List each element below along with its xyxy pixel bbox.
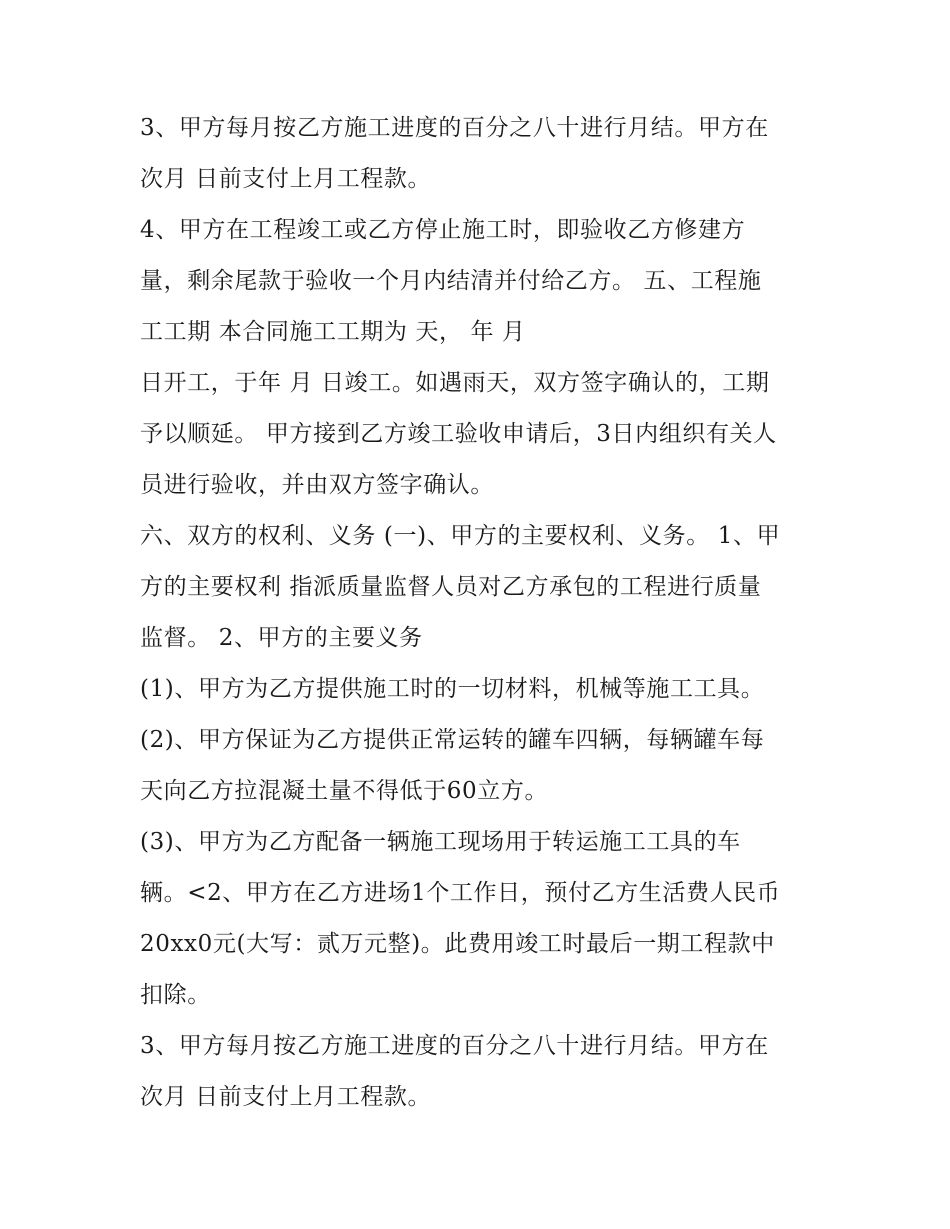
text-line: 扣除。: [140, 982, 211, 1008]
text-line: 辆。<2、甲方在乙方进场1个工作日，预付乙方生活费人民币: [140, 880, 781, 906]
text-line: 工工期 本合同施工工期为 天， 年 月: [140, 319, 526, 345]
text-line: 六、双方的权利、义务 (一)、甲方的主要权利、义务。 1、甲: [140, 523, 781, 549]
text-line: 4、甲方在工程竣工或乙方停止施工时，即验收乙方修建方: [140, 217, 746, 243]
text-line: 量，剩余尾款于验收一个月内结清并付给乙方。 五、工程施: [140, 268, 762, 294]
text-line: 次月 日前支付上月工程款。: [140, 166, 432, 192]
text-line: (2)、甲方保证为乙方提供正常运转的罐车四辆，每辆罐车每: [140, 727, 765, 753]
text-line: (3)、甲方为乙方配备一辆施工现场用于转运施工工具的车: [140, 829, 741, 855]
text-line: (1)、甲方为乙方提供施工时的一切材料，机械等施工工具。: [140, 676, 765, 702]
text-line: 方的主要权利 指派质量监督人员对乙方承包的工程进行质量: [140, 574, 762, 600]
text-line: 予以顺延。 甲方接到乙方竣工验收申请后，3日内组织有关人: [140, 421, 777, 447]
text-line: 次月 日前支付上月工程款。: [140, 1084, 432, 1110]
text-line: 日开工，于年 月 日竣工。如遇雨天，双方签字确认的，工期: [140, 370, 770, 396]
document-body: [140, 103, 820, 1123]
text-line: 监督。 2、甲方的主要义务: [140, 625, 423, 651]
text-line: 天向乙方拉混凝土量不得低于60立方。: [140, 778, 549, 804]
text-line: 20xx0元(大写：贰万元整)。此费用竣工时最后一期工程款中: [140, 931, 775, 957]
text-line: 3、甲方每月按乙方施工进度的百分之八十进行月结。甲方在: [140, 115, 769, 141]
text-line: 3、甲方每月按乙方施工进度的百分之八十进行月结。甲方在: [140, 1033, 769, 1059]
text-line: 员进行验收，并由双方签字确认。: [140, 472, 494, 498]
